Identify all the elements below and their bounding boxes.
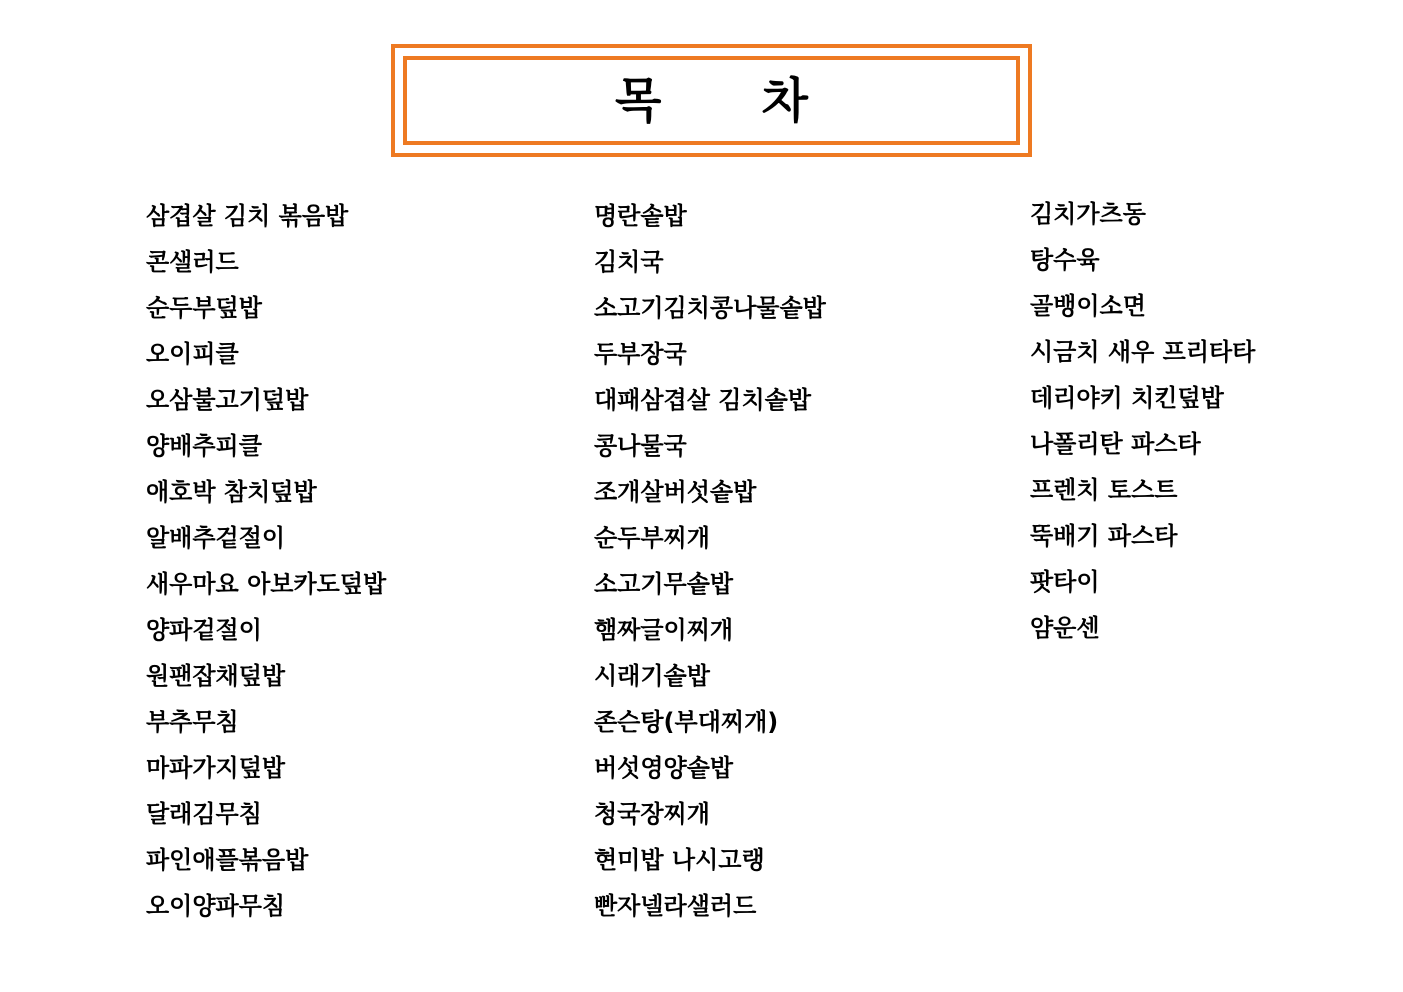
toc-entry[interactable]: 콘샐러드: [146, 248, 239, 276]
title-frame: [391, 44, 1032, 157]
toc-column-2: [594, 196, 826, 932]
toc-entry[interactable]: 버섯영양솥밥: [594, 754, 734, 782]
toc-entry[interactable]: 빤자넬라샐러드: [594, 892, 757, 920]
toc-entry[interactable]: 달래김무침: [146, 800, 262, 828]
toc-entry[interactable]: 명란솥밥: [594, 202, 687, 230]
toc-entry[interactable]: 파인애플볶음밥: [146, 846, 309, 874]
toc-entry[interactable]: 현미밥 나시고랭: [594, 846, 765, 874]
toc-entry[interactable]: 오이양파무침: [146, 892, 286, 920]
toc-entry[interactable]: 콩나물국: [594, 432, 687, 460]
toc-entry[interactable]: 원팬잡채덮밥: [146, 662, 286, 690]
toc-entry[interactable]: 햄짜글이찌개: [594, 616, 734, 644]
toc-entry[interactable]: 김치국: [594, 248, 664, 276]
toc-entry[interactable]: 대패삼겹살 김치솥밥: [594, 386, 812, 414]
toc-entry[interactable]: 존슨탕(부대찌개): [594, 708, 779, 736]
title-inner-frame: [403, 56, 1020, 145]
toc-entry[interactable]: 데리야키 치킨덮밥: [1030, 384, 1224, 412]
toc-entry[interactable]: 새우마요 아보카도덮밥: [146, 570, 387, 598]
toc-entry[interactable]: 나폴리탄 파스타: [1030, 430, 1201, 458]
toc-entry[interactable]: 오삼불고기덮밥: [146, 386, 309, 414]
toc-entry[interactable]: 소고기김치콩나물솥밥: [594, 294, 826, 322]
toc-entry[interactable]: 애호박 참치덮밥: [146, 478, 317, 506]
toc-entry[interactable]: 알배추겉절이: [146, 524, 286, 552]
toc-entry[interactable]: 양파겉절이: [146, 616, 262, 644]
toc-entry[interactable]: 양배추피클: [146, 432, 262, 460]
toc-entry[interactable]: 뚝배기 파스타: [1030, 522, 1178, 550]
toc-entry[interactable]: 시래기솥밥: [594, 662, 710, 690]
toc-entry[interactable]: 순두부덮밥: [146, 294, 262, 322]
toc-entry[interactable]: 순두부찌개: [594, 524, 710, 552]
toc-entry[interactable]: 탕수육: [1030, 246, 1100, 274]
toc-column-3: [1030, 194, 1255, 654]
toc-entry[interactable]: 청국장찌개: [594, 800, 710, 828]
toc-entry[interactable]: 오이피클: [146, 340, 239, 368]
toc-entry[interactable]: 마파가지덮밥: [146, 754, 286, 782]
page-title: 목 차: [614, 72, 808, 129]
toc-entry[interactable]: 프렌치 토스트: [1030, 476, 1178, 504]
toc-entry[interactable]: 두부장국: [594, 340, 687, 368]
toc-entry[interactable]: 시금치 새우 프리타타: [1030, 338, 1256, 366]
toc-entry[interactable]: 조개살버섯솥밥: [594, 478, 757, 506]
toc-entry[interactable]: 팟타이: [1030, 568, 1100, 596]
toc-entry[interactable]: 얌운센: [1030, 614, 1100, 642]
toc-entry[interactable]: 골뱅이소면: [1030, 292, 1146, 320]
toc-entry[interactable]: 김치가츠동: [1030, 200, 1146, 228]
toc-column-1: [146, 196, 386, 932]
toc-entry[interactable]: 부추무침: [146, 708, 239, 736]
toc-entry[interactable]: 삼겹살 김치 볶음밥: [146, 202, 349, 230]
toc-entry[interactable]: 소고기무솥밥: [594, 570, 734, 598]
